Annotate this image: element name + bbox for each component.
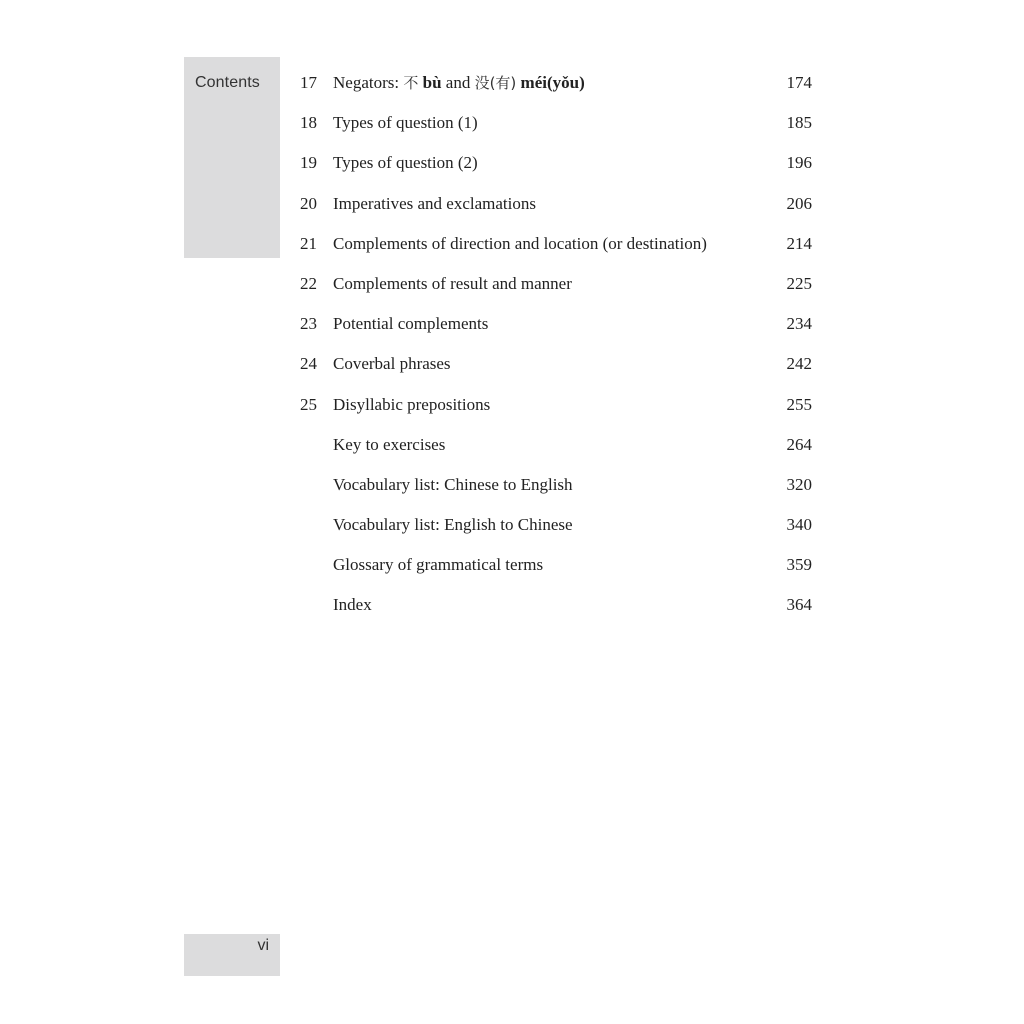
chapter-title: Coverbal phrases [333, 354, 451, 374]
toc-entry-glossary[interactable] [290, 554, 820, 594]
toc-entry-17[interactable] [290, 72, 820, 112]
title-part-bu-pinyin: bù [418, 73, 442, 92]
chapter-number: 24 [300, 354, 317, 374]
chapter-number: 19 [300, 153, 317, 173]
toc-entry-22[interactable] [290, 273, 820, 313]
page-number: 225 [786, 273, 812, 293]
contents-side-tab [184, 57, 280, 258]
toc-entry-index[interactable] [290, 594, 820, 634]
page-number: 242 [786, 354, 812, 374]
table-of-contents [290, 72, 820, 635]
page-number: 174 [786, 73, 812, 92]
section-title: Index [333, 595, 372, 615]
toc-entry-20[interactable] [290, 193, 820, 233]
toc-entry-21[interactable] [290, 233, 820, 273]
toc-entry-19[interactable] [290, 152, 820, 192]
chapter-number: 25 [300, 394, 317, 414]
chapter-number: 20 [300, 193, 317, 213]
page-number: 359 [786, 555, 812, 575]
toc-entry-key-to-exercises[interactable] [290, 434, 820, 474]
chapter-title: Types of question (2) [333, 153, 478, 173]
toc-entry-vocab-english-chinese[interactable] [290, 514, 820, 554]
toc-entry-vocab-chinese-english[interactable] [290, 474, 820, 514]
title-part-and: and [441, 73, 475, 92]
section-title: Vocabulary list: English to Chinese [333, 515, 573, 535]
chapter-title: Types of question (1) [333, 113, 478, 133]
page-number: 340 [786, 515, 812, 535]
title-part-meiyou-pinyin: méi(yǒu) [516, 73, 585, 92]
contents-label: Contents [195, 74, 260, 91]
chapter-number: 22 [300, 273, 317, 293]
toc-entry-18[interactable] [290, 112, 820, 152]
title-part-meiyou-characters: 没(有) [474, 74, 517, 92]
toc-entry-24[interactable] [290, 353, 820, 393]
page-number: 320 [786, 474, 812, 494]
section-title: Vocabulary list: Chinese to English [333, 474, 573, 494]
toc-entry-23[interactable] [290, 313, 820, 353]
page-number: 185 [786, 113, 812, 133]
chapter-title [333, 72, 585, 94]
chapter-number: 21 [300, 233, 317, 253]
chapter-number: 17 [300, 73, 317, 92]
page-number: 364 [786, 595, 812, 615]
page-number: 214 [786, 233, 812, 253]
chapter-number: 18 [300, 113, 317, 133]
folio-tab [184, 934, 280, 976]
section-title: Key to exercises [333, 434, 446, 454]
page-number: 196 [786, 153, 812, 173]
page-number: 255 [786, 394, 812, 414]
page-number: 206 [786, 193, 812, 213]
page-folio: vi [257, 937, 269, 954]
page-number: 234 [786, 314, 812, 334]
chapter-number: 23 [300, 314, 317, 334]
chapter-title: Imperatives and exclamations [333, 193, 536, 213]
chapter-title: Complements of result and manner [333, 273, 572, 293]
chapter-title: Complements of direction and location (or destination) [333, 233, 707, 253]
title-part-negators: Negators: [333, 73, 404, 92]
title-part-bu-character: 不 [403, 74, 419, 92]
toc-entry-25[interactable] [290, 394, 820, 434]
page-number: 264 [786, 434, 812, 454]
section-title: Glossary of grammatical terms [333, 555, 544, 575]
chapter-title: Disyllabic prepositions [333, 394, 491, 414]
chapter-title: Potential complements [333, 314, 489, 334]
